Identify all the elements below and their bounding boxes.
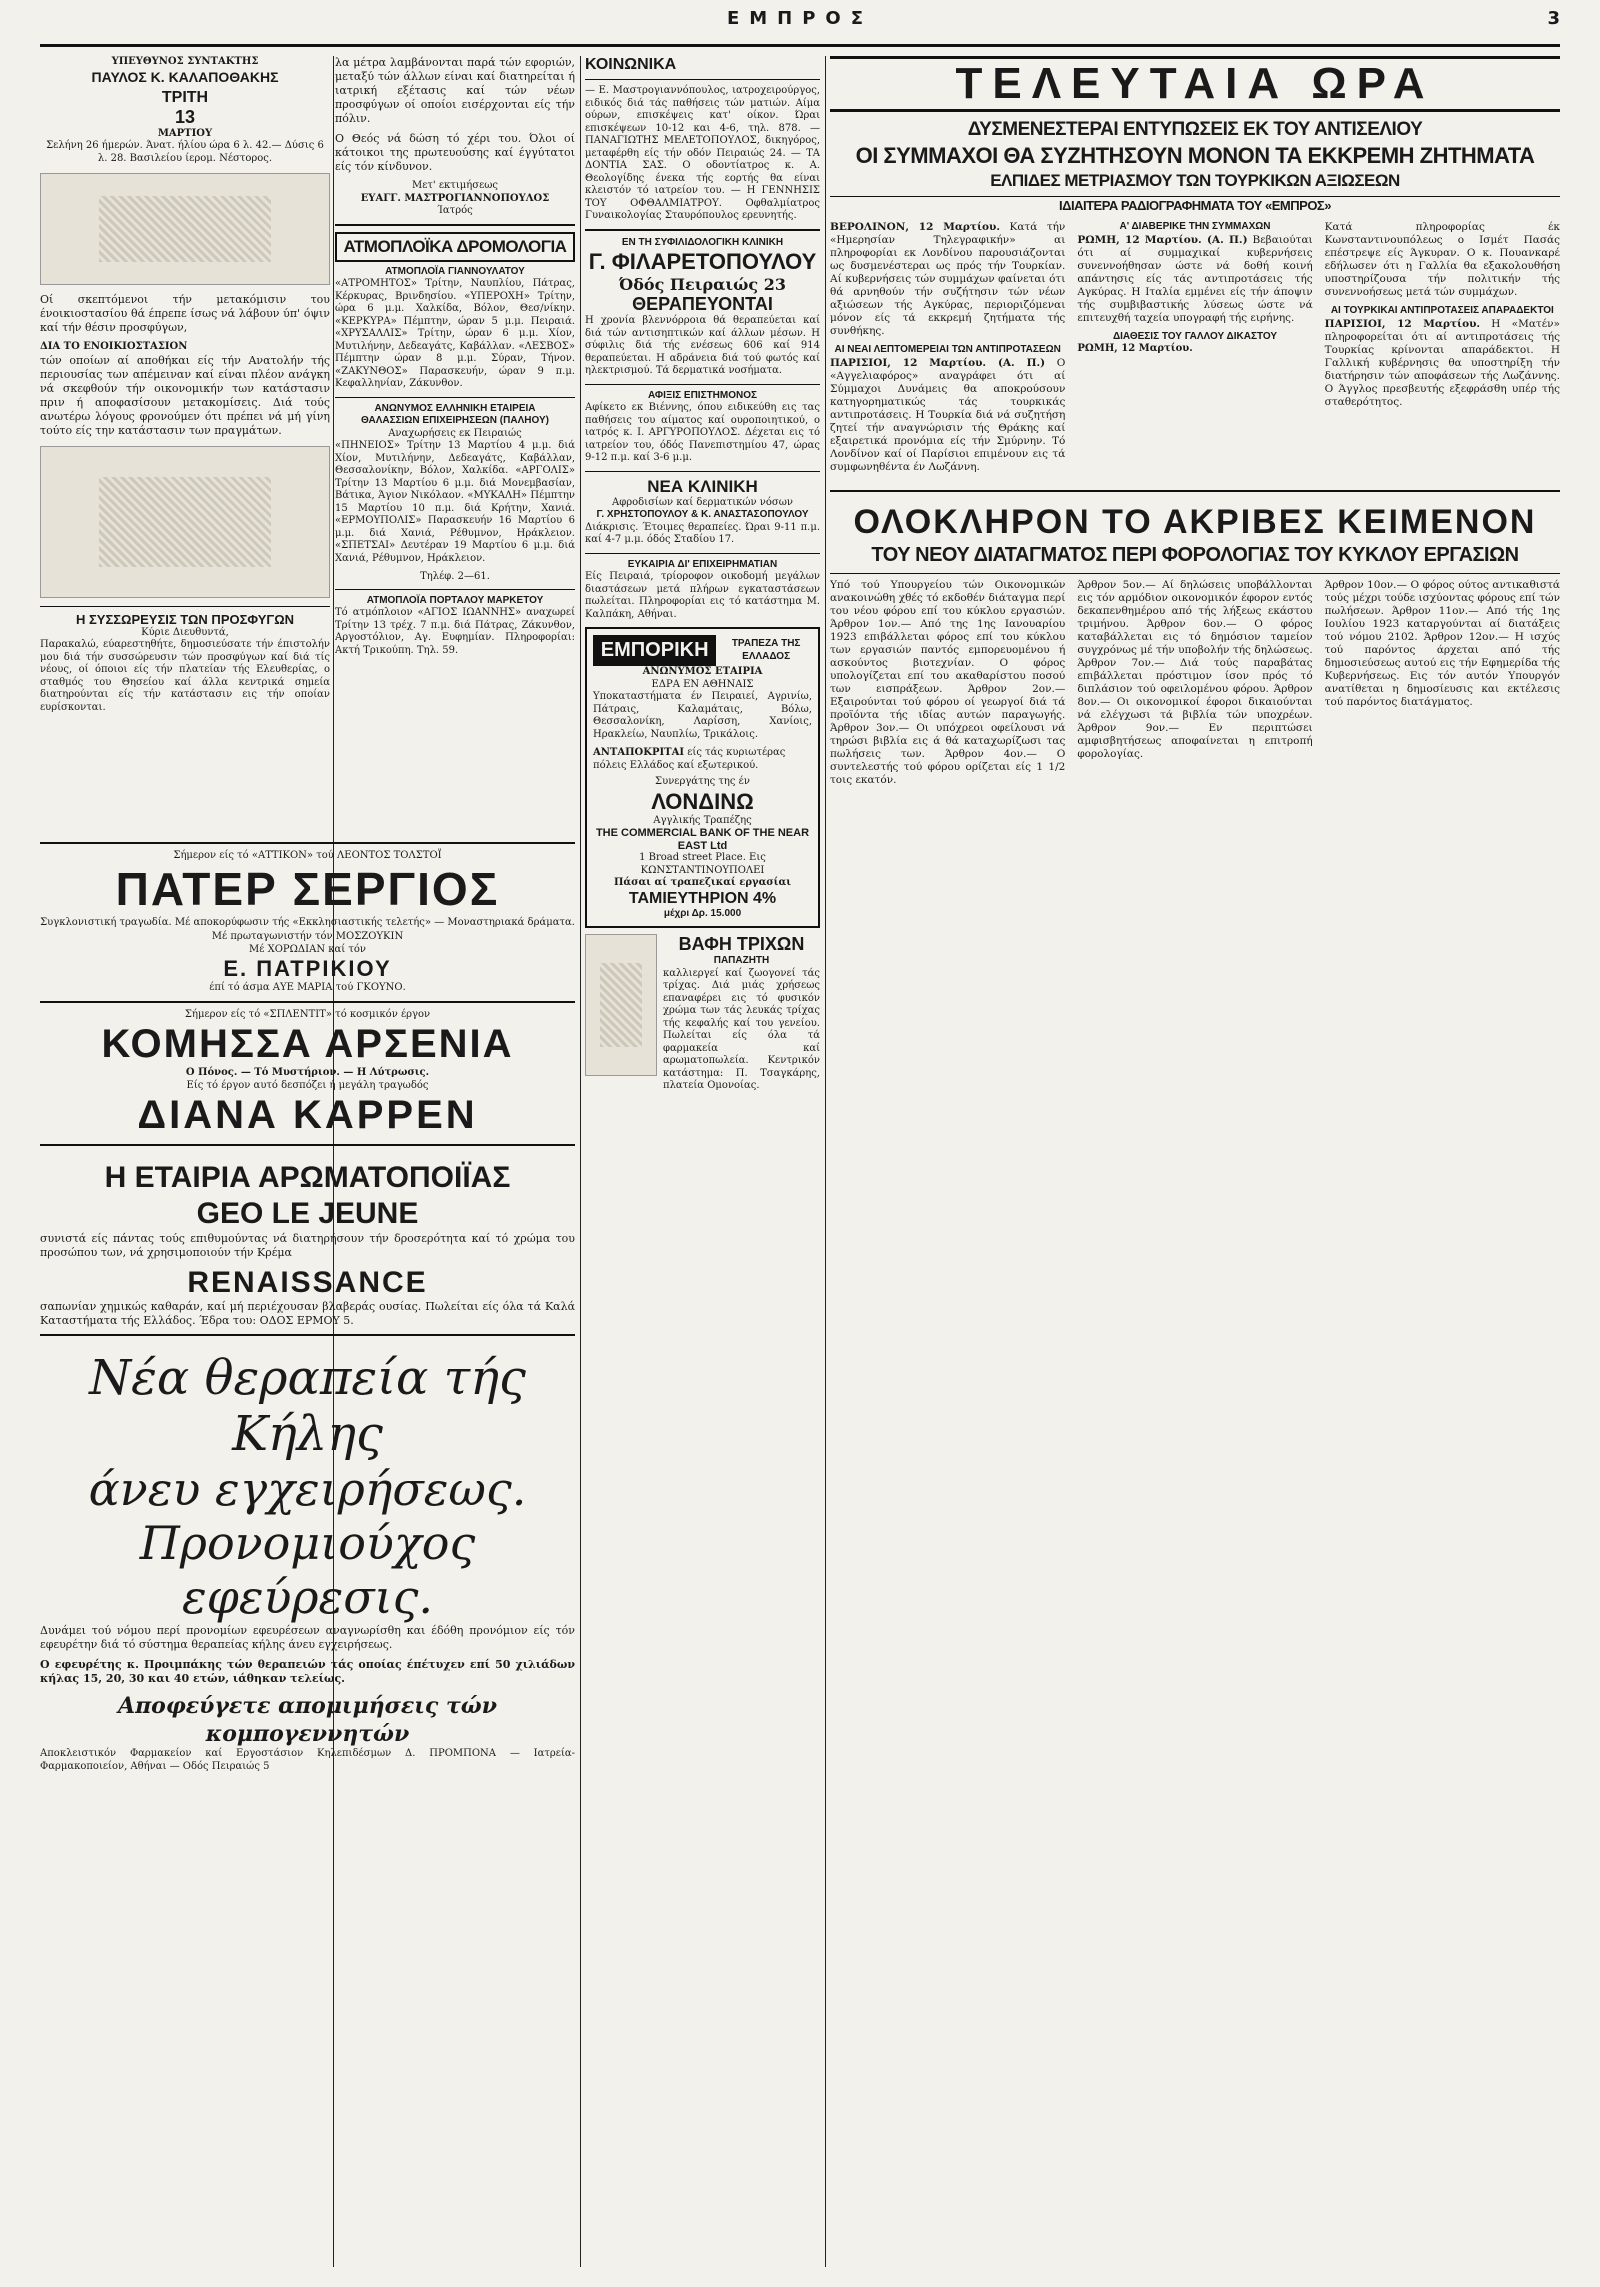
story3-text-2: Η «Ματέν» πληροφορείται ότι αί αντιπροτάσεις τής Τουρκίας κρίνονται απαράδεκτοι. Η Γαλλική κυβέρνησις θα υποστηρίξη τήν διατήρησιν τών αποφάσεων τής Λωζάννης. Ο Άγγλος πρεσβευτής εξεφράσθη υπέρ τής σταθερότητος. xyxy=(1324,317,1560,408)
decree-columns xyxy=(830,579,1560,793)
company-phone: Τηλέφ. 2—61. xyxy=(420,571,490,582)
almanac: Σελήνη 26 ήμερών. Άνατ. ήλίου ώρα 6 λ. 42.— Δύσις 6 λ. 28. Βασιλείου ίερομ. Νέστορος. xyxy=(46,140,324,164)
doctor-heading: ΑΦΙΞΙΣ ΕΠΙΣΤΗΜΟΝΟΣ xyxy=(647,389,758,401)
theatre1-actor: Ε. ΠΑΤΡΙΚΙΟΥ xyxy=(223,956,392,981)
woman-portrait xyxy=(585,934,657,1076)
editor-name: ΠΑΥΛΟΣ Κ. ΚΑΛΑΠΟΘΑΚΗΣ xyxy=(91,68,279,85)
decree-text-3: Άρθρον 10ον.— Ο φόρος ούτος αντικαθιστά τούς μέχρι τούδε ισχύοντας φόρους επί τών πωλήσεων. Άρθρον 11ον.— Από τής 1ης Ιουλίου 1923 καταργούνται αί διατάξεις τού νόμου 2102. Άρθρον 12ον.— Η ισχύς τού παρόντος άρχεται από τής δημοσιεύσεως αυτού εις τήν Εφημερίδα τής Κυβερνήσεως. Εις τόν αυτόν Υπουργόν ανατίθεται η δημοσίευσις και εκτέλεσις τού παρόντος διατάγματος. xyxy=(1324,578,1560,708)
dye-heading: ΒΑΦΗ ΤΡΙΧΩΝ xyxy=(678,934,805,954)
shipping-heading: ΑΤΜΟΠΛΟΪΚΑ ΔΡΟΜΟΛΟΓΙΑ xyxy=(335,232,575,262)
last-hour-banner: ΤΕΛΕΥΤΑΙΑ ΩΡΑ xyxy=(830,56,1560,112)
story1-text: Κατά τήν «Ημερησίαν Τηλεγραφικήν» αι πληροφορίαι εκ Λονδίνου παρουσιάζονται ως δυσμενέστεραι ως πρός τήν Τουρκίαν. Αί κυβερνήσεις τών συμμάχων φαίνεται ότι θά αρνηθούν τήν συζήτησιν τών νέων αξιώσεων τής Αγκύρας, περιοριζόμεναι μόνον είς τά εκκρεμή ζητήματα τής συνθήκης. xyxy=(830,221,1066,337)
biz-text: Είς Πειραιά, τρίοροφον οικοδομή μεγάλων διαστάσεων μετά πλήρων εγκαταστάσεων πωλείται. Πληροφορίαι εις τό κατάστημα Μ. Καλπάκη, Αθήναι. xyxy=(585,571,820,620)
dye-ad xyxy=(585,934,820,1099)
bank-assoc: Συνεργάτης της έν xyxy=(655,776,750,787)
medical-address: Αποκλειστικόν Φαρμακείον καί Εργοστάσιον Κηλεπιδέσμων Δ. ΠΡΟΜΠΟΝΑ — Ιατρεία-Φαρμακοποιείον, Αθήναι — Οδός Πειραιώς 5 xyxy=(40,1748,575,1772)
headline-4: ΙΔΙΑΙΤΕΡΑ ΡΑΔΙΟΓΡΑΦΗΜΑΤΑ ΤΟΥ «ΕΜΠΡΟΣ» xyxy=(830,196,1560,215)
clinic2-heading: ΝΕΑ ΚΛΙΝΙΚΗ xyxy=(647,476,758,496)
story2-subheading-2: ΔΙΑΘΕΣΙΣ ΤΟΥ ΓΑΛΛΟΥ ΔΙΚΑΣΤΟΥ xyxy=(1112,330,1278,342)
medical-title-1: Νέα θεραπεία τής Κήλης xyxy=(89,1350,526,1462)
news-columns xyxy=(830,221,1560,480)
bank-commercial: THE COMMERCIAL BANK OF THE NEAR EAST Ltd xyxy=(595,827,810,852)
editor-label: ΥΠΕΥΘΥΝΟΣ ΣΥΝΤΑΚΤΗΣ xyxy=(111,56,259,67)
company-subheading: Αναχωρήσεις εκ Πειραιώς xyxy=(388,427,522,439)
illustration xyxy=(40,446,330,598)
bank-correspondents: είς τάς κυριωτέρας πόλεις Ελλάδος καί εξωτερικού. xyxy=(593,747,786,771)
page-number: 3 xyxy=(1547,8,1560,29)
decree-subtitle: ΤΟΥ ΝΕΟΥ ΔΙΑΤΑΓΜΑΤΟΣ ΠΕΡΙ ΦΟΡΟΛΟΓΙΑΣ ΤΟΥ ΚΥΚΛΟΥ ΕΡΓΑΣΙΩΝ xyxy=(871,543,1519,566)
theatre1-intro: Σήμερον είς τό «ΑΤΤΙΚΟΝ» τού ΛΕΟΝΤΟΣ ΤΟΛΣΤΟΪ xyxy=(173,850,442,861)
story1-text-2: Ο «Αγγελιαφόρος» αναγράφει ότι αί Σύμμαχοι Δυνάμεις θα αποκρούσουν κατηγορηματικώς τάς τουρκικάς αντιπροτάσεις. Η Τουρκία διά νά συζητήση ζητεί τήν αναγνώρισιν τής Θράκης καί εξαιρετικά προνόμια είς τήν Σμύρνην. Τό Λονδίνον καί οί Παρίσιοι επιμένουν εις τά συμφωνηθέντα έν Λωζάννη. xyxy=(830,356,1066,473)
bank-savings-limit: μέχρι Δρ. 15.000 xyxy=(663,907,742,919)
medical-text2: Ο εφευρέτης κ. Προιμπάκης τών θεραπειών τάς οποίας έπέτυχεν επί 50 χιλιάδων κήλας 15, 20, 30 και 40 ετών, ιάθηκαν τελείως. xyxy=(40,1658,575,1685)
clinic2-text: Διάκρισις. Έτοιμες θεραπείες. Ώραι 9-11 π.μ. καί 4-7 μ.μ. όδός Σταδίου 17. xyxy=(585,521,820,545)
story2-subheading: Α' ΔΙΑΒΕΡΙΚΕ ΤΗΝ ΣΥΜΜΑΧΩΝ xyxy=(1119,221,1271,232)
bank-commercial-addr: 1 Broad street Place. Εις ΚΩΝΣΤΑΝΤΙΝΟΥΠΟΛΕΙ xyxy=(639,852,766,876)
story1-dateline-2: ΠΑΡΙΣΙΟΙ, 12 Μαρτίου. (Α. Π.) xyxy=(830,356,1046,369)
letter-text: λα μέτρα λαμβάνονται παρά τών εφοριών, μεταξύ τών άλλων είναι καί διατηρείται ή ιατρική εξέτασις καί τών νέων προσφύγων οί οποίοι εισέρχονται είς τήν πόλιν. xyxy=(335,56,575,125)
headline-2: ΟΙ ΣΥΜΜΑΧΟΙ ΘΑ ΣΥΖΗΤΗΣΟΥΝ ΜΟΝΟΝ ΤΑ ΕΚΚΡΕΜΗ ΖΗΤΗΜΑΤΑ xyxy=(855,143,1535,168)
refugee-heading: Η ΣΥΣΣΩΡΕΥΣΙΣ ΤΩΝ ΠΡΟΣΦΥΓΩΝ xyxy=(75,611,295,627)
clinic2-sub: Αφροδισίων καί δερματικών νόσων xyxy=(612,496,793,508)
shipping-subheading: ΑΤΜΟΠΛΟΪΑ ΓΙΑΝΝΟΥΛΑΤΟΥ xyxy=(385,265,525,277)
illustration xyxy=(40,173,330,285)
decree-title: ΟΛΟΚΛΗΡΟΝ ΤΟ ΑΚΡΙΒΕΣ ΚΕΙΜΕΝΟΝ xyxy=(853,502,1537,541)
rent-intro: Οί σκεπτόμενοι τήν μετακόμισιν του ένοικιοστασίου θά έπρεπε ίσως νά λάβουν ύπ' όψιν καί τήν θέσιν προσφύγων, xyxy=(40,293,330,334)
story3-dateline: ΠΑΡΙΣΙΟΙ, 12 Μαρτίου. xyxy=(1324,317,1481,330)
theatre1-text: Συγκλονιστική τραγωδία. Μέ αποκορύφωσιν τής «Εκκλησιαστικής τελετής» — Μοναστηριακά δράματα. xyxy=(40,916,575,928)
bank-ad xyxy=(585,627,820,928)
refugee-salutation: Κύριε Διευθυντά, xyxy=(141,626,229,638)
social-text: — Ε. Μαστρογιαννόπουλος, ιατροχειρούργος, ειδικός διά τάς παθήσεις τών ματιών. Αίμα ούρων, επισκέψεις κατ' οίκον. Ώραι επισκέψεων 10-12 και 4-6, τηλ. 878. — ΠΑΝΑΓΙΩΤΗΣ ΜΕΛΕΤΟΠΟΥΛΟΣ, δικηγόρος, μεταφέρθη είς τήν οδόν Πειραιώς 24. — ΤΑ ΔΟΝΤΙΑ ΣΑΣ. Ο οδοντίατρος κ. Α. Θεολογίδης ένεκα τής εορτής θα είναι κλειστόν τό ιατρείον του. — Η ΓΕΝΝΗΣΙΣ ΤΟΥ ΟΦΘΑΛΜΙΑΤΡΟΥ. Οφθαλμίατρος Γυναικολογίας Σταυρόπουλος ερευνητής. xyxy=(585,85,820,221)
bank-type: ΑΝΩΝΥΜΟΣ ΕΤΑΙΡΙΑ xyxy=(642,666,763,677)
rent-heading: ΔΙΑ ΤΟ ΕΝΟΙΚΙΟΣΤΑΣΙΟΝ xyxy=(40,341,188,352)
perfume-product: RENAISSANCE xyxy=(187,1266,428,1299)
column-middle-right xyxy=(585,56,820,2267)
story3-text: Κατά πληροφορίας έκ Κωνσταντινουπόλεως ο Ισμέτ Πασάς επέστρεψε είς Άγκυραν. Ο κ. Πουανκαρέ εδήλωσεν ότι η Γαλλία θα εξακολουθήση υποστηρίζουσα τήν πολιτικήν τής συνεννοήσεως μετά τών συμμάχων. xyxy=(1324,221,1560,298)
letter-signature-role: Ίατρός xyxy=(437,205,473,216)
clinic-address: Όδός Πειραιώς 23 xyxy=(619,275,786,294)
column-rule xyxy=(825,56,826,2267)
bank-name-2: ΤΡΑΠΕΖΑ ΤΗΣ ΕΛΛΑΔΟΣ xyxy=(731,638,801,662)
issue-day: ΤΡΙΤΗ xyxy=(161,88,209,106)
issue-date: 13 xyxy=(174,106,196,127)
story2-text: Βεβαιούται ότι αί συμμαχικαί κυβερνήσεις συνεννοήθησαν ώστε νά δοθή κοινή απάντησις είς τάς αντιπροτάσεις τής Αγκύρας. Η Ιταλία εμμένει είς τήν άποψιν τής συμβιβαστικής λύσεως ώστε νά επιτευχθή ταχεία υπογραφή τής ειρήνης. xyxy=(1077,233,1313,324)
column-rule xyxy=(580,56,581,2267)
theatre-ads xyxy=(40,836,575,1779)
portalou-text: Τό ατμόπλοιον «ΑΓΙΟΣ ΙΩΑΝΝΗΣ» αναχωρεί Τρίτην 13 τρέχ. 7 π.μ. διά Πάτρας, Ζάκυνθον, Αργοστόλιον, Αγ. Ευφημίαν. Πληροφορίαι: Ακτή Τρικούπη. Τηλ. 59. xyxy=(335,607,575,656)
letter-text-2: Ο Θεός νά δώση τό χέρι του. Όλοι οί κάτοικοι της πρωτευούσης καί έγγύτατοι είς τόν κίνδυνον. xyxy=(335,132,575,173)
social-heading: ΚΟΙΝΩΝΙΚΑ xyxy=(585,56,677,73)
page-header xyxy=(40,8,1560,47)
clinic-name: Γ. ΦΙΛΑΡΕΤΟΠΟΥΛΟΥ xyxy=(588,249,817,274)
story2-dateline-2: ΡΩΜΗ, 12 Μαρτίου. xyxy=(1077,343,1193,354)
letter-signoff: Μετ' εκτιμήσεως xyxy=(411,180,498,191)
decree-text-1: Υπό τού Υπουργείου τών Οικονομικών ανακοινώθη χθές τό εκδοθέν διάταγμα περί του νέου φόρου επί του κύκλου εργασιών. Άρθρον 1ον.— Από της 1ης Ιανουαρίου 1923 επιβάλλεται φόρος επί του κύκλου των εργασιών παντός εμπορευομένου ή ασκούντος βιοτεχνίαν. Ο φόρος υπολογίζεται επί του ακαθαρίστου ποσού των εισπράξεων. Άρθρον 2ον.— Εξαιρούνται τού φόρου οί γεωργοί διά τά προϊόντα τής ιδίας αυτών παραγωγής. Άρθρον 3ον.— Οι υπόχρεοι οφείλουσι νά τηρώσι βιβλία εις ά θά καταχωρίζωσι τας πωλήσεις των. Άρθρον 4ον.— Ο συντελεστής τού φόρου ορίζεται είς 1 1/2 τοις εκατόν. xyxy=(830,578,1066,786)
medical-title-2: άνευ εγχειρήσεως. xyxy=(88,1462,527,1516)
bank-all-ops: Πάσαι αί τραπεζικαί εργασίαι xyxy=(613,877,792,888)
rent-text: τών οποίων αί αποθήκαι είς τήν Ανατολήν τής περιουσίας των απέμειναν καί είναι πλέον ανάγκη νά σκεφθούν τήν οικονομικήν των κατάστασιν πριν ή αποφασίσουν μετακομίσεις. Διά τούς ανωτέρω λόγους φρονούμεν ότι πρέπει νά μή γίνη τούτο είς την κατάστασιν των πραγμάτων. xyxy=(40,353,330,437)
bank-seat: ΕΔΡΑ ΕΝ ΑΘΗΝΑΙΣ xyxy=(651,678,754,690)
perfume-heading: Η ΕΤΑΙΡΙΑ ΑΡΩΜΑΤΟΠΟΙΪΑΣ xyxy=(104,1161,511,1194)
last-hour-section xyxy=(830,56,1560,2267)
theatre2-intro: Σήμερον είς τό «ΣΠΛΕΝΤΙΤ» τό κοσμικόν έργον xyxy=(184,1008,431,1020)
bank-name: ΕΜΠΟΡΙΚΗ xyxy=(593,635,716,666)
story3-subheading: ΑΙ ΤΟΥΡΚΙΚΑΙ ΑΝΤΙΠΡΟΤΑΣΕΙΣ ΑΠΑΡΑΔΕΚΤΟΙ xyxy=(1330,305,1554,316)
decree-text-2: Άρθρον 5ον.— Αί δηλώσεις υποβάλλονται εις τόν αρμόδιον οικονομικόν έφορον εντός δεκαπενθημέρου από τής λήξεως εκάστου τριμήνου. Άρθρον 6ον.— Ο φόρος καταβάλλεται εις τό δημόσιον ταμείον συγχρόνως μέ τήν υποβολήν τής δηλώσεως. Άρθρον 7ον.— Διά τούς παραβάτας επιβάλλεται πρόστιμον ίσον πρός τό διπλάσιον τού οφειλομένου φόρου. Άρθρον 8ον.— Οι οικονομικοί έφοροι δικαιούνται νά ελέγχωσι τά βιβλία τών υποχρέων. Άρθρον 9ον.— Εν περιπτώσει αμφισβητήσεως αποφαίνεται η επιτροπή φορολογίας. xyxy=(1077,578,1313,760)
bank-london: ΛΟΝΔΙΝΩ xyxy=(651,788,754,814)
masthead: ΕΜΠΡΟΣ xyxy=(726,8,874,29)
story1-subheading: ΑΙ ΝΕΑΙ ΛΕΠΤΟΜΕΡΕΙΑΙ ΤΩΝ ΑΝΤΙΠΡΟΤΑΣΕΩΝ xyxy=(834,344,1061,355)
story1-dateline: ΒΕΡΟΛΙΝΟΝ, 12 Μαρτίου. xyxy=(830,221,1000,233)
headline-3: ΕΛΠΙΔΕΣ ΜΕΤΡΙΑΣΜΟΥ ΤΩΝ ΤΟΥΡΚΙΚΩΝ ΑΞΙΩΣΕΩΝ xyxy=(990,171,1400,190)
theatre1-title: ΠΑΤΕΡ ΣΕΡΓΙΟΣ xyxy=(115,862,500,915)
letter-signature: ΕΥΑΓΓ. ΜΑΣΤΡΟΓΙΑΝΝΟΠΟΥΛΟΣ xyxy=(360,192,550,204)
column-middle-left xyxy=(335,56,575,826)
bank-branches: Υποκαταστήματα έν Πειραιεί, Αγρινίω, Πάτραις, Καλαμάταις, Βόλω, Θεσσαλονίκη, Λαρίσση, Χανίοις, Ηρακλείω, Ναυπλίω, Τρικάλοις. xyxy=(593,691,812,740)
clinic-action: ΘΕΡΑΠΕΥΟΝΤΑΙ xyxy=(632,294,773,314)
theatre1-cast: Μέ πρωταγωνιστήν τόν ΜΟΣΖΟΥΚΙΝ xyxy=(211,931,404,942)
issue-month: ΜΑΡΤΙΟΥ xyxy=(157,127,213,139)
theatre2-title: ΚΟΜΗΣΣΑ ΑΡΣΕΝΙΑ xyxy=(101,1022,514,1066)
doctor-text: Αφίκετο εκ Βιέννης, όπου ειδικεύθη εις τας παθήσεις του αίματος καί ουροποιητικού, ο ιατρός κ. Ι. ΑΡΓΥΡΟΠΟΥΛΟΣ. Δέχεται εις τό ιατρείον του, όδός Πανεπιστημίου 47, ώρας 9-12 π.μ. καί 3-6 μ.μ. xyxy=(585,402,820,463)
perfume-brand: GEO LE JEUNE xyxy=(196,1197,419,1230)
theatre1-actor-note: έπί τό άσμα ΑΥΕ ΜΑΡΙΑ τού ΓΚΟΥΝΟ. xyxy=(209,982,406,993)
bank-savings: ΤΑΜΙΕΥΤΗΡΙΟΝ 4% xyxy=(628,889,777,907)
dye-text: καλλιεργεί καί ζωογονεί τάς τρίχας. Διά μιάς χρήσεως επαναφέρει εις τό φυσικόν χρώμα των τάς λευκάς τρίχας τής κεφαλής καί του γενείου. Πωλείται είς όλα τά φαρμακεία καί αρωματοπωλεία. Κεντρικόν κατάστημα: Π. Τσαγκάρης, πλατεία Ομονοίας. xyxy=(663,967,820,1091)
shipping-text: «ΑΤΡΟΜΗΤΟΣ» Τρίτην, Ναυπλίου, Πάτρας, Κέρκυρας, Βρινδησίου. «ΥΠΕΡΟΧΗ» Τρίτην, ώρα 6 μ.μ. Χαλκίδα, Βόλον, Θεσ/νίκην. «ΚΕΡΚΥΡΑ» Πέμπτην, ώραν 5 μ.μ. Πειραιά. «ΧΡΥΣΑΛΛΙΣ» Τρίτην, ώραν 6 μ.μ. Χίον, Μυτιλήνην, Δεδεαγάτς, Καβάλλαν. «ΛΕΣΒΟΣ» Πέμπτην ώραν 8 μ.μ. Σύραν, Τήνον. «ΖΑΚΥΝΘΟΣ» Παρασκευήν, ώραν 9 π.μ. Κεφαλληνίαν, Ζάκυνθον. xyxy=(335,278,575,389)
company-heading: ΑΝΩΝΥΜΟΣ ΕΛΛΗΝΙΚΗ ΕΤΑΙΡΕΙΑ xyxy=(374,402,536,414)
headline-1: ΔΥΣΜΕΝΕΣΤΕΡΑΙ ΕΝΤΥΠΩΣΕΙΣ ΕΚ ΤΟΥ ΑΝΤΙΣΕΛΙΟΥ xyxy=(967,119,1423,140)
theatre2-sub: Ο Πόνος. — Τό Μυστήριον. — Η Λύτρωσις. xyxy=(185,1067,430,1078)
company-text: «ΠΗΝΕΙΟΣ» Τρίτην 13 Μαρτίου 4 μ.μ. διά Χίον, Μυτιλήνην, Δεδεαγάτς, Καβάλλαν, Θεσσαλονίκην, Βόλον, Χαλκίδα. «ΑΡΓΟΛΙΣ» Τρίτην 13 Μαρτίου 6 μ.μ. διά Μονεμβασίαν, Βάτικα, Άγιον Νικόλαον. «ΜΥΚΑΛΗ» Πέμπτην 15 Μαρτίου 10 π.μ. διά Κρήτην, Χανιά. «ΕΡΜΟΥΠΟΛΙΣ» Παρασκευήν 16 Μαρτίου 6 μ.μ. διά Χανιά, Ρέθυμνον, Ηράκλειον. «ΣΠΕΤΣΑΙ» Δευτέραν 19 Μαρτίου 6 μ.μ. διά Χανιά, Ρέθυμνον, Ηράκλειον. xyxy=(335,440,575,564)
theatre2-note: Είς τό έργον αυτό δεσπόζει ή μεγάλη τραγωδός xyxy=(186,1079,429,1091)
medical-warning: Αποφεύγετε απομιμήσεις τών κομπογεννητών xyxy=(118,1693,497,1747)
medical-text: Δυνάμει τού νόμου περί προνομίων εφευρέσεων αναγνωρίσθη και έδόθη προνόμιον είς τόν εφευρέτην διά τό σύστημα θεραπείας κήλης άνευ εγχειρήσεως. xyxy=(40,1624,575,1651)
theatre2-star: ΔΙΑΝΑ ΚΑΡΡΕΝ xyxy=(137,1093,478,1137)
clinic-text: Η χρονία βλεννόρροια θά θεραπεύεται καί διά τών αντισηπτικών καί άλλων μέσων. Η σύφιλις διά τής ενέσεως 606 καί 914 θεραπεύεται. Η αδράνεια διά τού φωτός καί ηλεκτρισμού. Τά δερματικά νοσήματα. xyxy=(585,315,820,376)
bank-london-sub: Αγγλικής Τραπέζης xyxy=(653,814,752,826)
story2-dateline: ΡΩΜΗ, 12 Μαρτίου. (Α. Π.) xyxy=(1077,233,1248,246)
bank-correspondents-label: ΑΝΤΑΠΟΚΡΙΤΑΙ xyxy=(593,747,685,758)
biz-heading: ΕΥΚΑΙΡΙΑ ΔΙ' ΕΠΙΧΕΙΡΗΜΑΤΙΑΝ xyxy=(627,558,778,570)
portalou-heading: ΑΤΜΟΠΛΟΪΑ ΠΟΡΤΑΛΟΥ ΜΑΡΚΕΤΟΥ xyxy=(366,594,544,606)
perfume-text2: σαπωνίαν χημικώς καθαράν, καί μή περιέχουσαν βλαβεράς ουσίας. Πωλείται είς όλα τά Καλά Καταστήματα τής Ελλάδος. Έδρα του: ΟΔΟΣ ΕΡΜΟΥ 5. xyxy=(40,1300,575,1327)
clinic-heading: ΕΝ ΤΗ ΣΥΦΙΛΙΔΟΛΟΓΙΚΗ ΚΛΙΝΙΚΗ xyxy=(621,236,784,248)
theatre1-with: Μέ ΧΟΡΩΔΙΑΝ καί τόν xyxy=(249,943,366,955)
medical-title-3: Προνομιούχος εφεύρεσις. xyxy=(139,1516,476,1624)
refugee-text: Παρακαλώ, εύαρεστηθήτε, δημοσιεύσατε τήν έπιστολήν μου διά τήν συσσώρευσιν τών προσφύγων καί διά τίς νέους, οί όποιοι είς τήν πλατείαν τής Ελευθερίας, ο σταθμός του Θησείου καί άλλα κεντρικά σημεία διατηρούνται είς τήν κατάστασιν εις τήν οποίαν ευρίσκονται. xyxy=(40,639,330,713)
company-heading-2: ΘΑΛΑΣΣΙΩΝ ΕΠΙΧΕΙΡΗΣΕΩΝ (ΠΑΛΗΟΥ) xyxy=(361,415,549,426)
dye-name: ΠΑΠΑΖΗΤΗ xyxy=(713,955,770,966)
perfume-text: συνιστά είς πάντας τούς επιθυμούντας νά διατηρήσουν τήν δροσερότητα καί τό χρώμα του προσώπου των, νά χρησιμοποιούν τήν Κρέμα xyxy=(40,1232,575,1259)
clinic2-name: Γ. ΧΡΗΣΤΟΠΟΥΛΟΥ & Κ. ΑΝΑΣΤΑΣΟΠΟΥΛΟΥ xyxy=(596,509,809,520)
